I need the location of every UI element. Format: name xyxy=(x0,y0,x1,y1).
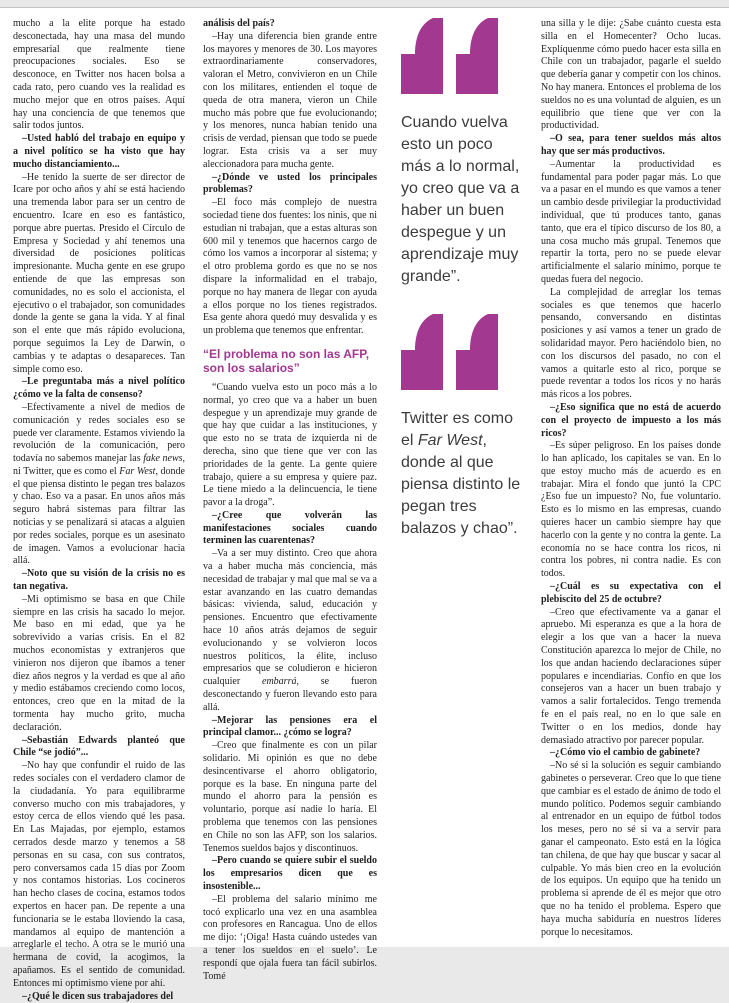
question-paragraph: –¿Eso significa que no está de acuerdo con el proyecto de impuesto a los más ricos? xyxy=(541,401,721,439)
question-paragraph: –Le preguntaba más a nivel político ¿cómo ve la falta de consenso? xyxy=(13,376,185,401)
article-columns xyxy=(0,8,729,1003)
quote-marks-icon xyxy=(401,18,498,94)
body-paragraph: –Aumentar la productividad es fundamental para poder pagar más. Lo que va a pasar en el mundo es que vamos a tener un cambio desde privilegiar la productividad individual, que tú produces tanto, ganas tanto, que era el típico discurso de los 80, a una cosa mucho más grupal. Tenemos que repartir la torta, pero no se puede elevar artificialmente el salario mínimo, porque te quedas fuera del negocio. xyxy=(541,158,721,285)
body-paragraph: –Va a ser muy distinto. Creo que ahora va a haber mucha más conciencia, más necesidad de trabajar y mal que mal se va a estar avanzando en las cuatro demandas básicas: vivienda, salud, educación y pensiones. Encuentro que efectivamente hace 10 años atrás dejamos de seguir evolucionando y se volvieron locos nuestros políticos, la élite, incluso empresarios que se coludieron e hicieron cualquier embarrá, se fueron desconectando y fueron llevando esto para allá. xyxy=(203,548,378,713)
question-paragraph: –Pero cuando se quiere subir el sueldo los empresarios dicen que es insostenible... xyxy=(203,855,377,892)
body-paragraph: –No sé si la solución es seguir cambiando gabinetes o perseverar. Creo que lo que tiene que cambiar es el estado de ánimo de todo el mundo político. Podemos seguir cambiando al entrenador en un equipo de fútbol todos los meses, pero no sé si va a servir para ganar el campeonato. Esto está en la lógica tan chilena, de que hay que buscar y sacar al culpable. Yo más bien creo en la evolución de los equipos. Un equipo que ha tenido un problema si aprende de él es mejor que otro que no ha tenido el problema. Espero que haya mucha sabiduría en nuestros líderes porque lo necesitamos. xyxy=(541,760,721,938)
pullquote-column xyxy=(401,18,526,1003)
question-paragraph: –¿Qué le dicen sus trabajadores del xyxy=(22,990,174,1002)
question-paragraph: –Sebastián Edwards planteó que Chile “se jodió”... xyxy=(13,734,185,759)
body-paragraph: –Creo que finalmente es con un pilar solidario. Mi opinión es que no debe desincentivarse el ahorro obligatorio, porque es la base. En ninguna parte del mundo el ahorro para la pensión es voluntario, porque así nadie lo haría. El problema que tenemos con las pensiones en Chile no son las AFP, son los salarios. Tenemos sueldos bajos y discontinuos. xyxy=(203,740,377,854)
question-paragraph: –¿Cree que volverán las manifestaciones sociales cuando terminen las cuarentenas? xyxy=(203,509,377,547)
article-page xyxy=(0,7,729,1002)
body-paragraph: “Cuando vuelva esto un poco más a lo normal, yo creo que va a haber un buen despegue y un aprendizaje muy grande de que hay que cuidar a las instituciones, y que esto no se trata de izquierda ni de derecha, sino que tiene que ver con las prioridades de la gente. La gente quiere trabajo, quiere a su empresa y quiere paz. Le tiene miedo a la delincuencia, le tiene pavor a la droga”. xyxy=(203,381,377,509)
question-paragraph: –O sea, para tener sueldos más altos hay que ser más productivos. xyxy=(541,133,721,157)
section-subhead: “El problema no son las AFP, son los salarios” xyxy=(203,346,370,376)
question-paragraph: –¿Dónde ve usted los principales problemas? xyxy=(203,171,377,196)
body-paragraph: –No hay que confundir el ruido de las redes sociales con el verdadero clamor de la ciudadanía. Yo para equilibrarme converso mucho con mis trabajadores, y estoy cerca de ellos viendo qué les pasa. En Las Majadas, por ejemplo, estamos cerrados desde marzo y tenemos a 58 personas en su casa, con sus contratos, pero conversamos cada 15 días por Zoom y nos contamos historias. Los cocineros han hecho clases de cocina, estamos todos expertos en hacer pan. De repente a una funcionaria se le estaba lloviendo la casa, mandamos al equipo de mantención a arreglarle el techo. A otra se le murió una hermana de covid, la acogimos, la apañamos. Es el sentido de comunidad. Entonces mi optimismo viene por ahí. xyxy=(13,760,185,989)
body-paragraph: mucho a la elite porque ha estado desconectada, hay una masa del mundo empresarial que realmente tiene preocupaciones sociales. Eso se desconoce, en Twitter nos hacen bolsa a cada rato, pero cuando ves la realidad es mucho mejor que en otros países. Aquí hay una conciencia de que tenemos que salir todos juntos. xyxy=(13,18,185,132)
text-column-1 xyxy=(13,18,185,1003)
pullquote-text: Cuando vuelva esto un poco más a lo normal, yo creo que va a haber un buen despegue y un aprendizaje muy grande”. xyxy=(401,114,520,285)
body-paragraph: –El foco más complejo de nuestra sociedad tiene dos fuentes: los ninis, que ni estudian ni trabajan, que a estas alturas son 600 mil y tenemos que hacernos cargo de cómo los vamos a incorporar al sistema; y el otro problema gordo es que no se nos dispare la informalidad en el trabajo, porque no hay manera de llegar con ayuda a ellos porque no los tienes registrados. Esa gente ahora quedó muy desvalida y es un problema que tenemos que enfrentar. xyxy=(203,197,377,337)
body-paragraph: –Creo que efectivamente va a ganar el apruebo. Mi esperanza es que a la hora de elegir a los que van a hacer la nueva Constitución aparezca lo mejor de Chile, no los que andan haciendo declaraciones súper populares e incendiarias. Confío en que los consejeros van a hacer un buen trabajo y vamos a salir fortalecidos. Tengo tremenda fe en el país real, no en lo que sale en Twitter o en los medios, donde hay demasiado atractivo por parecer popular. xyxy=(541,606,721,746)
body-paragraph: –He tenido la suerte de ser director de Icare por ocho años y ahí se está haciendo una tremenda labor para ser un centro de encuentro. Icare en eso es fantástico, porque abre puertas. Presido el Círculo de Empresa y Sociedad y ahí tenemos una diversidad de posiciones políticas impresionante. Mucha gente en ese grupo entiende de que las empresas son comunidades, no es solo el accionista, el ejecutivo o el trabajador, son comunidades donde la gente se gana la vida. Y al final son el ente que más rápido evoluciona, porque seguimos la Ley de Darwin, o cambias y te adaptas o desapareces. Tan simple como eso. xyxy=(13,171,185,375)
pullquote-text: Twitter es como el Far West, donde al que piensa distinto le pegan tres balazos y chao”. xyxy=(401,410,521,537)
body-paragraph: –El problema del salario mínimo me tocó explicarlo una vez en una asamblea con profesores en Rancagua. Uno de ellos me dijo: ‘¡Oiga! Hasta cuándo ustedes van a tener los sueldos en el suelo’. Le respondí que ojala fuera tan fácil subirlos. Tomé xyxy=(203,893,377,982)
question-paragraph: –Usted habló del trabajo en equipo y a nivel político se ha visto que hay mucho distanciamiento... xyxy=(13,133,185,170)
body-paragraph: –Hay una diferencia bien grande entre los mayores y menores de 30. Los mayores extraordinariamente conservadores, valoran el Metro, convivieron en un Chile con los militares, entienden el toque de queda de otra manera, vieron un Chile mucho más pobre que fue evolucionando; y los menores, nunca habían tenido una crisis de verdad, piensan que todo se puede lograr. Esta crisis va a ser muy aleccionadora para mucha gente. xyxy=(203,30,377,170)
quote-marks-icon xyxy=(401,314,498,390)
question-paragraph: –Noto que su visión de la crisis no es tan negativa. xyxy=(13,568,185,593)
question-paragraph: análisis del país? xyxy=(203,18,275,29)
question-paragraph: –¿Cómo vio el cambio de gabinete? xyxy=(550,747,701,759)
text-column-2 xyxy=(203,18,377,1003)
question-paragraph: –¿Cuál es su expectativa con el plebiscito del 25 de octubre? xyxy=(541,581,721,605)
text-column-3 xyxy=(541,18,721,1003)
body-paragraph: –Es súper peligroso. En los países donde lo han aplicado, los capitales se van. En lo que estoy mucho más de acuerdo es en trabajar. Mira el fondo que juntó la CPC ¿Eso fue un impuesto? No, fue voluntario. Esto es lo mismo en las empresas, cuando quieres hacer un cambio siempre hay que hacerlo con la gente y no contra la gente. La economía no se hace contra los ricos, ni contra los pobres, ni contra nadie. Es con todos. xyxy=(541,440,721,580)
pullquote-1 xyxy=(401,18,526,288)
body-paragraph: La complejidad de arreglar los temas sociales es que tenemos que hacerlo pensando, conversando en distintas posiciones y así vamos a tener un grado de solidaridad mayor. Pero haciéndolo bien, no con los discursos del pasado, no con el vamos a quitarle esto al rico, porque se puede reventar a todos los ricos y no harás más ricos a los pobres. xyxy=(541,286,721,401)
body-paragraph: –Efectivamente a nivel de medios de comunicación y redes sociales eso se puede ver claramente. Estamos viviendo la revolución de la comunicación, pero todavía no sabemos manejar las fake news, ni Twitter, que es como el Far West, donde el que piensa distinto le pegan tres balazos y chao. Eso va a pasar. En unos años más seguro habrá sistemas para filtrar las noticias y se penalizará si atacas a alguien por redes sociales, porque es un asesinato de imagen. Vamos a evolucionar hacia allá. xyxy=(13,401,185,567)
body-paragraph: –Mi optimismo se basa en que Chile siempre en las crisis ha sacado lo mejor. Me baso en mi edad, que ya he sobrevivido a varias crisis. En el 82 muchos economistas y extranjeros que vinieron nos dijeron que íbamos a tener diez años negros y la verdad es que al año y medio estábamos creciendo como locos, entonces, creo que en la mitad de la tormenta hay mucho grito, mucha declaración. xyxy=(13,593,185,733)
question-paragraph: –Mejorar las pensiones era el principal clamor... ¿cómo se logra? xyxy=(203,714,377,739)
pullquote-2 xyxy=(401,314,526,540)
body-paragraph: una silla y le dije: ¿Sabe cuánto cuesta esta silla en el Homecenter? Ocho lucas. Explíquenme cómo puedo hacer esta silla en Chile con un trabajador, pagarle el sueldo que debería ganar y competir con los chinos. No hay manera. Entonces el problema de los sueldos no es una voluntad de alguien, es un equilibrio que tiene que ver con la productividad. xyxy=(541,18,721,132)
